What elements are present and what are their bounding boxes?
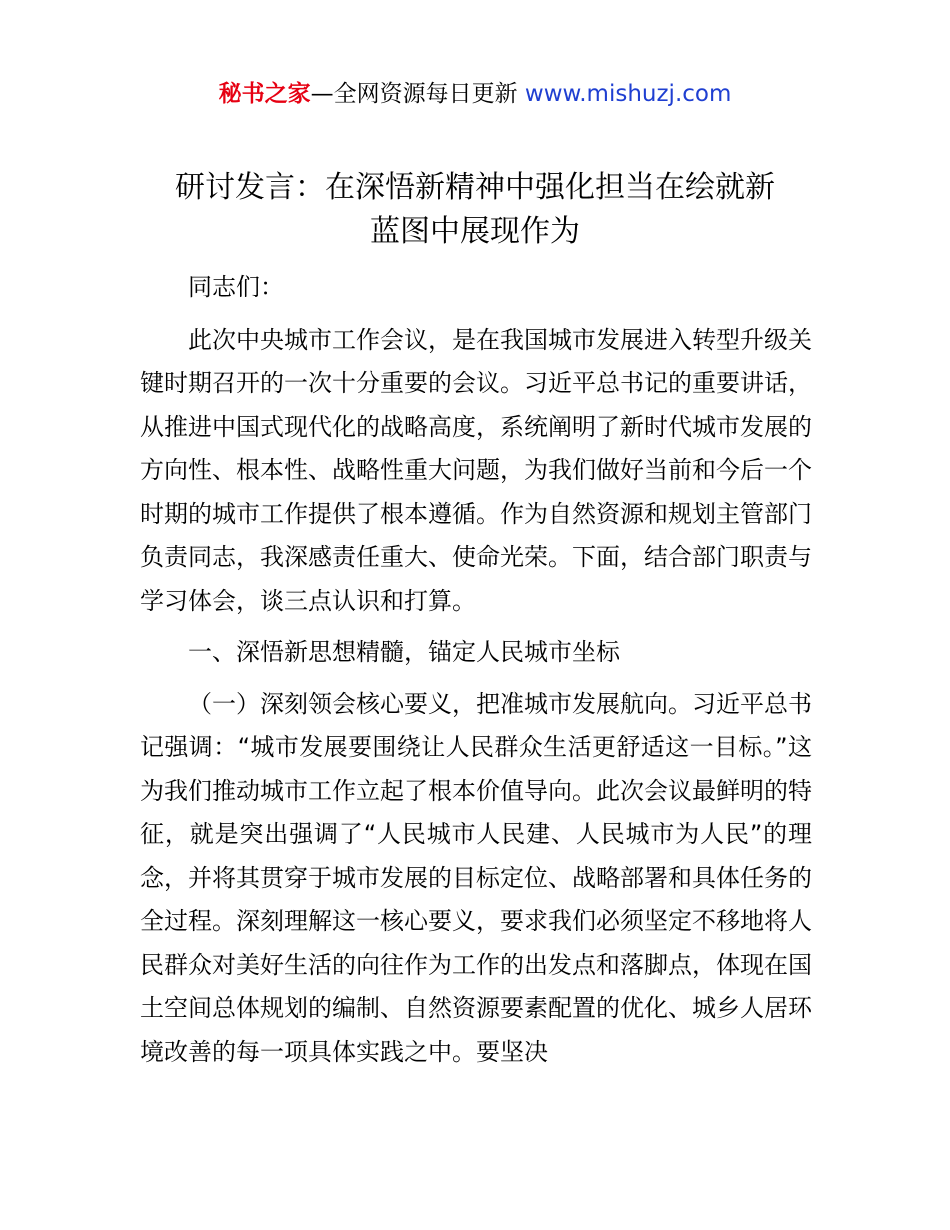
site-url-link[interactable]: www.mishuzj.com	[524, 81, 732, 107]
title-line-1: 研讨发言：在深悟新精神中强化担当在绘就新	[175, 170, 775, 205]
section-heading-1: 一、深悟新思想精髓，锚定人民城市坐标	[188, 638, 620, 666]
document-title	[120, 166, 830, 254]
brand-name: 秘书之家	[218, 81, 311, 107]
subsection-paragraph-1: （一）深刻领会核心要义，把准城市发展航向。习近平总书记强调：“城市发展要围绕让人民群众生活更舒适这一目标。”这为我们推动城市工作立起了根本价值导向。此次会议最鲜明的特征，就是突出强调了“人民城市人民建、人民城市为人民”的理念，并将其贯穿于城市发展的目标定位、战略部署和具体任务的全过程。深刻理解这一核心要义，要求我们必须坚定不移地将人民群众对美好生活的向往作为工作的出发点和落脚点，体现在国土空间总体规划的编制、自然资源要素配置的优化、城乡人居环境改善的每一项具体实践之中。要坚决	[140, 689, 812, 1066]
document-body	[140, 266, 812, 1074]
intro-paragraph: 此次中央城市工作会议，是在我国城市发展进入转型升级关键时期召开的一次十分重要的会议。习近平总书记的重要讲话，从推进中国式现代化的战略高度，系统阐明了新时代城市发展的方向性、根本性、战略性重大问题，为我们做好当前和今后一个时期的城市工作提供了根本遵循。作为自然资源和规划主管部门负责同志，我深感责任重大、使命光荣。下面，结合部门职责与学习体会，谈三点认识和打算。	[140, 325, 812, 615]
site-header	[0, 78, 950, 110]
title-line-2: 蓝图中展现作为	[370, 214, 580, 249]
salutation: 同志们：	[188, 273, 284, 301]
header-tagline: —全网资源每日更新	[310, 81, 518, 107]
